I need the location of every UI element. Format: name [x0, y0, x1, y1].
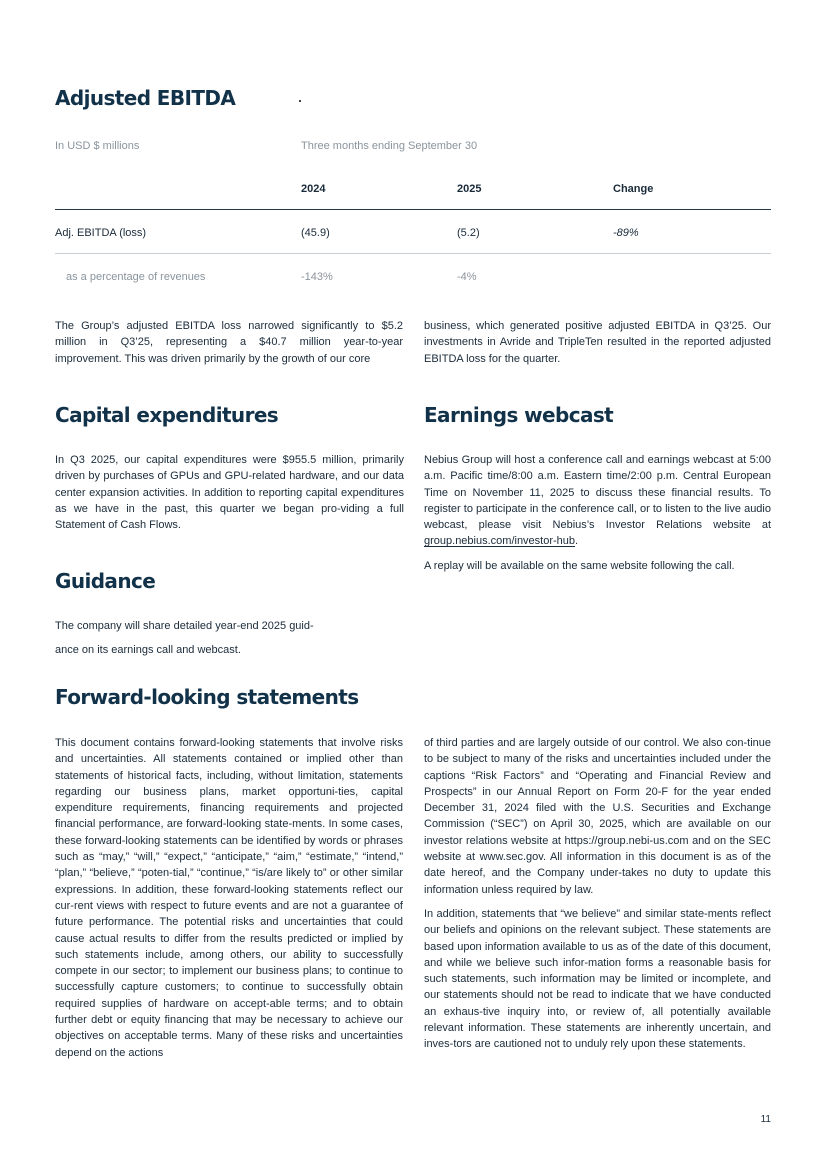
guidance-heading: Guidance: [55, 569, 156, 593]
forward-looking-left-paragraph: This document contains forward-looking statements that involve risks and uncertainties. All statements contained or implied other than statements of historical facts, including, without limitation, statements regarding our business plans, market opportuni-ties, capital expenditure requirements, financing requirements and projected financial performance, are forward-looking state-ments. In some cases, these forward-looking statements can be identified by words or phrases such as “may,” “will,” “expect,” “anticipate,” “aim,” “estimate,” “intend,” “plan,” “believe,” “poten-tial,” “continue,” “is/are likely to” or other similar expressions. In addition, these forward-looking statements reflect our cur-rent views with respect to future events and are not a guarantee of future performance. The potential risks and uncertainties that could cause actual results to differ from the results predicted or implied by such statements include, among others, our ability to successfully compete in our sector; to implement our business plans; to continue to successfully capture customers; to continue to successfully obtain required supplies of hardware on accept-able terms; and to obtain further debt or equity financing that may be necessary to achieve our objectives on acceptable terms. Many of these risks and uncertainties depend on the actions: [55, 737, 403, 1059]
column-header-2025: 2025: [457, 183, 482, 195]
row-label: as a percentage of revenues: [66, 271, 206, 283]
capex-heading: Capital expenditures: [55, 403, 279, 427]
table-header-rule: [55, 209, 771, 210]
guidance-line-1: The company will share detailed year-end 2025 guid-: [55, 620, 314, 632]
cell-2025: (5.2): [457, 227, 480, 239]
webcast-text: Nebius Group will host a conference call and earnings webcast at 5:00 a.m. Pacific time/8:00 a.m. Eastern time/2:00 p.m. Central European Time on November 11, 2025 to discuss these financial results. To register to participate in the conference call, or to listen to the live audio webcast, please visit Nebius’s Investor Relations website at: [424, 454, 771, 532]
webcast-heading: Earnings webcast: [424, 403, 614, 427]
cell-2024: -143%: [301, 271, 333, 283]
capex-paragraph: In Q3 2025, our capital expenditures were $955.5 million, primarily driven by purchases of GPUs and GPU-related hardware, and our data center expansion activities. In addition to reporting capital expenditures as we have in the past, this quarter we began pro-viding a full Statement of Cash Flows.: [55, 454, 404, 532]
row-label: Adj. EBITDA (loss): [55, 227, 147, 239]
replay-paragraph: A replay will be available on the same website following the call.: [424, 559, 735, 572]
cell-change: -89%: [613, 227, 639, 239]
units-label: In USD $ millions: [55, 140, 140, 152]
table-row-rule: [55, 253, 771, 254]
webcast-paragraph: [424, 452, 771, 550]
ebitda-paragraph-left: The Group’s adjusted EBITDA loss narrowed significantly to $5.2 million in Q3’25, representing a $40.7 million year-to-year improvement. This was driven primarily by the growth of our core: [55, 320, 403, 365]
forward-looking-right-paragraph-1: of third parties and are largely outside of our control. We also con-tinue to be subject to many of the risks and uncertainties included under the captions “Risk Factors” and “Operating and Financial Review and Prospects” in our Annual Report on Form 20-F for the year ended December 31, 2024 filed with the U.S. Securities and Exchange Commission (“SEC”) on April 30, 2025, which are available on our investor relations website at https://group.nebi-us.com and on the SEC website at www.sec.gov. All information in this document is as of the date hereof, and the Company under-takes no duty to update this information unless required by law.: [424, 737, 771, 896]
page-number: 11: [760, 1114, 771, 1125]
cell-2025: -4%: [457, 271, 477, 283]
guidance-line-2: ance on its earnings call and webcast.: [55, 644, 241, 657]
period-label: Three months ending September 30: [301, 140, 478, 152]
forward-looking-heading: Forward-looking statements: [55, 685, 359, 709]
forward-looking-right-paragraph-2: In addition, statements that “we believe” and similar state-ments reflect our beliefs and opinions on the relevant subject. These statements are based upon information available to us as of the date of this document, and while we believe such infor-mation forms a reasonable basis for such statements, such information may be limited or incomplete, and our statements should not be read to indicate that we have conducted an exhaus-tive inquiry into, or review of, all potentially available relevant information. These statements are inherently uncertain, and inves-tors are cautioned not to unduly rely upon these statements.: [424, 907, 771, 1051]
stray-dot: [299, 100, 301, 102]
ebitda-paragraph-right: business, which generated positive adjusted EBITDA in Q3’25. Our investments in Avride and TripleTen resulted in the reported adjusted EBITDA loss for the quarter.: [424, 320, 771, 365]
column-header-2024: 2024: [301, 183, 326, 195]
investor-hub-link[interactable]: group.nebius.com/investor-hub: [424, 535, 576, 548]
adjusted-ebitda-heading: Adjusted EBITDA: [55, 86, 236, 110]
column-header-change: Change: [613, 183, 654, 195]
cell-2024: (45.9): [301, 227, 330, 239]
webcast-text-end: .: [575, 535, 579, 548]
